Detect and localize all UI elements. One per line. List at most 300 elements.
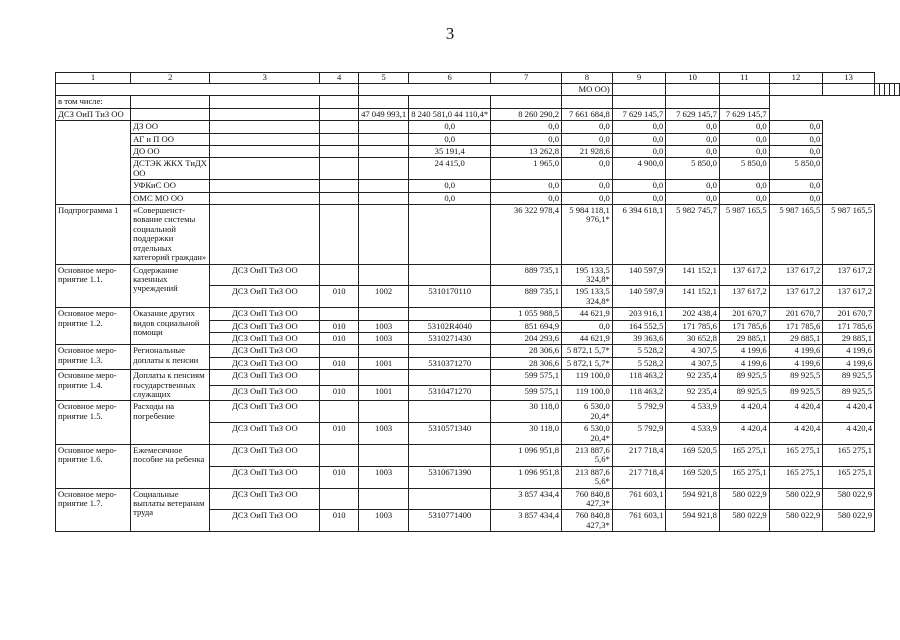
value-cell: 29 885,1 [769, 332, 823, 344]
value-cell: 4 420,4 [769, 423, 823, 445]
row-code-cell: ДСЗ ОиП ТиЗ ОО [56, 108, 131, 120]
section-code-cell: 1003 [359, 332, 409, 344]
value-cell: 760 840,8 427,3* [562, 488, 613, 510]
target-article-cell: 53102R4040 [409, 320, 491, 332]
table-row [56, 192, 900, 204]
grbs-code-cell [320, 158, 359, 180]
value-cell: 118 463,2 [612, 385, 666, 401]
row-code-cell: Основное меро-приятие 1.7. [56, 488, 131, 532]
value-cell: 5 528,2 [612, 357, 666, 369]
value-cell: 7 629 145,7 [719, 108, 769, 120]
section-code-cell [359, 264, 409, 286]
table-row [56, 158, 900, 180]
value-cell: 0,0 [562, 133, 613, 145]
value-cell: 580 022,9 [769, 488, 823, 510]
value-cell: 599 575,1 [491, 385, 562, 401]
section-code-cell: 47 049 993,1 [359, 108, 409, 120]
section-code-cell [359, 192, 409, 204]
value-cell: 0,0 [562, 158, 613, 180]
value-cell [612, 96, 666, 108]
target-article-cell: 5310371270 [409, 357, 491, 369]
value-cell: 4 420,4 [769, 401, 823, 423]
value-cell: 204 293,6 [491, 332, 562, 344]
value-cell: 165 275,1 [769, 445, 823, 467]
target-article-cell [409, 445, 491, 467]
target-article-cell: 0,0 [409, 192, 491, 204]
value-cell: 201 670,7 [719, 308, 769, 320]
target-article-cell [409, 205, 491, 264]
grbs-code-cell: 010 [320, 423, 359, 445]
grbs-code-cell [320, 96, 359, 108]
table-row [56, 121, 900, 133]
value-cell: 6 530,0 20,4* [562, 423, 613, 445]
value-cell: 5 872,1 5,7* [562, 357, 613, 369]
value-cell: 44 621,9 [562, 308, 613, 320]
section-code-cell [359, 308, 409, 320]
executor-cell: ДСЗ ОиП ТиЗ ОО [210, 510, 320, 532]
value-cell: 89 925,5 [719, 385, 769, 401]
value-cell: 4 420,4 [823, 401, 875, 423]
value-cell: 30 652,8 [666, 332, 720, 344]
value-cell: 195 133,5 324,8* [562, 264, 613, 286]
target-article-cell: 0,0 [409, 121, 491, 133]
value-cell: 580 022,9 [823, 510, 875, 532]
value-cell: 0,0 [612, 146, 666, 158]
grbs-code-cell [320, 121, 359, 133]
executor-cell [210, 108, 320, 120]
value-cell: 169 520,5 [666, 445, 720, 467]
value-cell: 171 785,6 [823, 320, 875, 332]
value-cell: 141 152,1 [666, 286, 720, 308]
column-number: 2 [131, 73, 210, 84]
row-code-cell: Подпрограмма 1 [56, 205, 131, 264]
table-row [56, 133, 900, 145]
value-cell: 137 617,2 [823, 286, 875, 308]
value-cell: 4 199,6 [823, 357, 875, 369]
executor-cell: ДСЗ ОиП ТиЗ ОО [210, 370, 320, 386]
row-code-cell: в том числе: [56, 96, 131, 108]
value-cell: 165 275,1 [719, 466, 769, 488]
value-cell: 29 885,1 [719, 332, 769, 344]
value-cell [491, 96, 562, 108]
value-cell: 30 118,0 [491, 423, 562, 445]
value-cell: 7 661 684,8 [562, 108, 613, 120]
value-cell: 1 965,0 [491, 158, 562, 180]
executor-cell: ДСЗ ОиП ТиЗ ОО [210, 320, 320, 332]
value-cell: 4 199,6 [719, 357, 769, 369]
value-cell: 44 621,9 [562, 332, 613, 344]
target-article-cell: 5310571340 [409, 423, 491, 445]
value-cell: 0,0 [562, 192, 613, 204]
value-cell [666, 84, 720, 96]
value-cell: 761 603,1 [612, 510, 666, 532]
value-cell: 0,0 [769, 146, 823, 158]
value-cell [666, 96, 720, 108]
value-cell: 761 603,1 [612, 488, 666, 510]
table-row [56, 308, 900, 320]
value-cell: 599 575,1 [491, 370, 562, 386]
section-code-cell [359, 96, 409, 108]
row-name-cell: «Совершенст-вование системы социальной поддержки отдельных категорий граждан» [131, 205, 210, 264]
table-row [56, 146, 900, 158]
value-cell: 4 900,0 [612, 158, 666, 180]
value-cell: 92 235,4 [666, 385, 720, 401]
value-cell: 0,0 [612, 133, 666, 145]
row-name-cell: Оказание других видов социальной помощи [131, 308, 210, 345]
target-article-cell [409, 96, 491, 108]
row-name-cell [131, 108, 210, 120]
value-cell [562, 96, 613, 108]
value-cell: 119 100,0 [562, 385, 613, 401]
value-cell: 760 840,8 427,3* [562, 510, 613, 532]
value-cell: 5 987 165,5 [719, 205, 769, 264]
value-cell: 0,0 [769, 180, 823, 192]
column-number: 13 [823, 73, 875, 84]
value-cell: 889 735,1 [491, 264, 562, 286]
value-cell: 0,0 [666, 180, 720, 192]
value-cell: 202 438,4 [666, 308, 720, 320]
value-cell: 5 987 165,5 [769, 205, 823, 264]
value-cell: 0,0 [719, 180, 769, 192]
header-row [56, 73, 900, 84]
executor-cell: ДСЗ ОиП ТиЗ ОО [210, 401, 320, 423]
value-cell: 4 420,4 [823, 423, 875, 445]
value-cell: 137 617,2 [769, 286, 823, 308]
value-cell: 8 260 290,2 [491, 108, 562, 120]
row-name-cell: Региональные доплаты к пенсии [131, 345, 210, 370]
value-cell: 4 420,4 [719, 401, 769, 423]
row-name-cell: ОМС МО ОО [131, 192, 210, 204]
value-cell: 4 307,5 [666, 345, 720, 357]
value-cell: 5 792,9 [612, 423, 666, 445]
value-cell: 1 096 951,8 [491, 445, 562, 467]
value-cell: 165 275,1 [823, 445, 875, 467]
value-cell [719, 84, 769, 96]
value-cell: 5 528,2 [612, 345, 666, 357]
row-code-cell [56, 84, 359, 96]
row-name-cell: УФКиС ОО [131, 180, 210, 192]
column-number: 8 [562, 73, 613, 84]
value-cell: 5 850,0 [769, 158, 823, 180]
target-article-cell: 0,0 [409, 180, 491, 192]
budget-table [55, 72, 900, 532]
table-row [56, 96, 900, 108]
value-cell: 13 262,8 [491, 146, 562, 158]
value-cell: 0,0 [769, 192, 823, 204]
section-code-cell: 1003 [359, 423, 409, 445]
target-article-cell [409, 401, 491, 423]
executor-cell [210, 180, 320, 192]
value-cell: 89 925,5 [719, 370, 769, 386]
value-cell: 30 118,0 [491, 401, 562, 423]
executor-cell: ДСЗ ОиП ТиЗ ОО [210, 345, 320, 357]
value-cell: 580 022,9 [823, 488, 875, 510]
row-code-cell: Основное меро-приятие 1.6. [56, 445, 131, 489]
value-cell: 5 792,9 [612, 401, 666, 423]
target-article-cell: 5310271430 [409, 332, 491, 344]
value-cell: 580 022,9 [769, 510, 823, 532]
value-cell: 4 199,6 [769, 345, 823, 357]
value-cell: 140 597,9 [612, 264, 666, 286]
row-name-cell: ДЗ ОО [131, 121, 210, 133]
value-cell [719, 96, 769, 108]
target-article-cell: 5310170110 [409, 286, 491, 308]
value-cell: 0,0 [719, 121, 769, 133]
target-article-cell [409, 264, 491, 286]
executor-cell: ДСЗ ОиП ТиЗ ОО [210, 332, 320, 344]
value-cell: 137 617,2 [719, 286, 769, 308]
table-row [56, 84, 900, 96]
column-number: 3 [210, 73, 320, 84]
section-code-cell [359, 370, 409, 386]
value-cell: 21 928,6 [562, 146, 613, 158]
value-cell: 92 235,4 [666, 370, 720, 386]
row-name-cell: ДО ОО [131, 146, 210, 158]
row-code-cell: Основное меро-приятие 1.1. [56, 264, 131, 308]
target-article-cell: 5310671390 [409, 466, 491, 488]
value-cell: 0,0 [719, 133, 769, 145]
value-cell: 39 363,6 [612, 332, 666, 344]
value-cell: 213 887,6 5,6* [562, 466, 613, 488]
grbs-code-cell [320, 146, 359, 158]
grbs-code-cell [320, 370, 359, 386]
column-number: 11 [719, 73, 769, 84]
value-cell [612, 84, 666, 96]
executor-cell [210, 205, 320, 264]
value-cell: 165 275,1 [719, 445, 769, 467]
executor-cell [210, 133, 320, 145]
row-code-cell: Основное меро-приятие 1.3. [56, 345, 131, 370]
executor-cell: ДСЗ ОиП ТиЗ ОО [210, 264, 320, 286]
executor-cell: ДСЗ ОиП ТиЗ ОО [210, 466, 320, 488]
table-row [56, 345, 900, 357]
grbs-code-cell [320, 264, 359, 286]
value-cell: 171 785,6 [666, 320, 720, 332]
value-cell [769, 84, 823, 96]
grbs-code-cell [320, 108, 359, 120]
undefined-cell [895, 84, 900, 96]
section-code-cell: 1001 [359, 385, 409, 401]
section-code-cell: 1001 [359, 357, 409, 369]
row-name-cell: АГ и П ОО [131, 133, 210, 145]
value-cell: 594 921,8 [666, 510, 720, 532]
value-cell: 7 629 145,7 [666, 108, 720, 120]
value-cell: 594 921,8 [666, 488, 720, 510]
value-cell: 6 530,0 20,4* [562, 401, 613, 423]
value-cell: 89 925,5 [769, 385, 823, 401]
target-article-cell: 5310771400 [409, 510, 491, 532]
column-number: 5 [359, 73, 409, 84]
value-cell: 164 552,5 [612, 320, 666, 332]
column-number: 4 [320, 73, 359, 84]
executor-cell [210, 158, 320, 180]
value-cell: 5 982 745,7 [666, 205, 720, 264]
page-number: 3 [445, 24, 455, 43]
value-cell: 0,0 [666, 192, 720, 204]
grbs-code-cell [320, 488, 359, 510]
value-cell: 0,0 [612, 180, 666, 192]
grbs-code-cell [320, 445, 359, 467]
executor-cell: ДСЗ ОиП ТиЗ ОО [210, 385, 320, 401]
table-row [56, 401, 900, 423]
value-cell: 3 857 434,4 [491, 488, 562, 510]
value-cell: МО ОО) [562, 84, 613, 96]
target-article-cell: 5310471270 [409, 385, 491, 401]
value-cell: 4 199,6 [719, 345, 769, 357]
value-cell: 36 322 978,4 [491, 205, 562, 264]
value-cell: 5 850,0 [719, 158, 769, 180]
value-cell: 0,0 [491, 180, 562, 192]
grbs-code-cell: 010 [320, 466, 359, 488]
table-row [56, 180, 900, 192]
section-code-cell [359, 401, 409, 423]
value-cell: 0,0 [769, 133, 823, 145]
value-cell: 89 925,5 [823, 370, 875, 386]
grbs-code-cell [320, 180, 359, 192]
value-cell: 201 670,7 [823, 308, 875, 320]
grbs-code-cell [320, 205, 359, 264]
value-cell: 203 916,1 [612, 308, 666, 320]
section-code-cell [359, 488, 409, 510]
value-cell: 5 850,0 [666, 158, 720, 180]
target-article-cell [409, 308, 491, 320]
target-article-cell: 24 415,0 [409, 158, 491, 180]
row-name-cell: Доплаты к пенсиям государственных служащих [131, 370, 210, 401]
row-code-cell: Основное меро-приятие 1.4. [56, 370, 131, 401]
value-cell: 141 152,1 [666, 264, 720, 286]
executor-cell: ДСЗ ОиП ТиЗ ОО [210, 308, 320, 320]
target-article-cell [409, 345, 491, 357]
grbs-code-cell [320, 192, 359, 204]
grbs-code-cell [320, 133, 359, 145]
executor-cell: ДСЗ ОиП ТиЗ ОО [210, 357, 320, 369]
table-row [56, 205, 900, 264]
value-cell: 137 617,2 [769, 264, 823, 286]
value-cell: 0,0 [491, 133, 562, 145]
grbs-code-cell [320, 308, 359, 320]
row-name-cell: Социальные выплаты ветеранам труда [131, 488, 210, 532]
column-number: 7 [491, 73, 562, 84]
value-cell: 580 022,9 [719, 510, 769, 532]
row-name-cell: Содержание казенных учреждений [131, 264, 210, 308]
executor-cell [210, 192, 320, 204]
value-cell: 0,0 [769, 121, 823, 133]
value-cell: 851 694,9 [491, 320, 562, 332]
value-cell: 28 306,6 [491, 357, 562, 369]
executor-cell [210, 146, 320, 158]
target-article-cell [409, 488, 491, 510]
value-cell: 6 394 618,1 [612, 205, 666, 264]
row-name-cell: Расходы на погребение [131, 401, 210, 445]
value-cell: 137 617,2 [823, 264, 875, 286]
value-cell: 0,0 [666, 133, 720, 145]
target-article-cell: 35 191,4 [409, 146, 491, 158]
row-name-cell [131, 96, 210, 108]
grbs-code-cell: 010 [320, 510, 359, 532]
value-cell: 4 307,5 [666, 357, 720, 369]
executor-cell [210, 96, 320, 108]
table-row [56, 370, 900, 386]
row-code-cell [56, 121, 131, 205]
value-cell: 213 887,6 5,6* [562, 445, 613, 467]
section-code-cell [359, 84, 562, 96]
value-cell: 217 718,4 [612, 466, 666, 488]
value-cell: 0,0 [666, 121, 720, 133]
value-cell: 171 785,6 [719, 320, 769, 332]
section-code-cell: 1002 [359, 286, 409, 308]
value-cell: 4 420,4 [719, 423, 769, 445]
column-number: 1 [56, 73, 131, 84]
grbs-code-cell: 010 [320, 332, 359, 344]
row-name-cell: ДСТЭК ЖКХ ТиДХ ОО [131, 158, 210, 180]
section-code-cell: 1003 [359, 510, 409, 532]
value-cell: 137 617,2 [719, 264, 769, 286]
target-article-cell: 0,0 [409, 133, 491, 145]
grbs-code-cell [320, 345, 359, 357]
value-cell: 140 597,9 [612, 286, 666, 308]
value-cell: 4 533,9 [666, 423, 720, 445]
grbs-code-cell [320, 401, 359, 423]
grbs-code-cell: 010 [320, 385, 359, 401]
value-cell: 201 670,7 [769, 308, 823, 320]
row-name-cell: Ежемесячное пособие на ребенка [131, 445, 210, 489]
value-cell: 0,0 [562, 121, 613, 133]
row-code-cell: Основное меро-приятие 1.2. [56, 308, 131, 345]
grbs-code-cell: 010 [320, 320, 359, 332]
value-cell: 89 925,5 [823, 385, 875, 401]
value-cell: 165 275,1 [823, 466, 875, 488]
value-cell: 0,0 [719, 146, 769, 158]
value-cell: 4 199,6 [769, 357, 823, 369]
target-article-cell [409, 370, 491, 386]
executor-cell: ДСЗ ОиП ТиЗ ОО [210, 286, 320, 308]
value-cell: 0,0 [612, 192, 666, 204]
value-cell [823, 84, 875, 96]
value-cell: 29 885,1 [823, 332, 875, 344]
value-cell: 217 718,4 [612, 445, 666, 467]
column-number: 6 [409, 73, 491, 84]
value-cell: 0,0 [612, 121, 666, 133]
value-cell: 0,0 [491, 121, 562, 133]
section-code-cell [359, 121, 409, 133]
value-cell: 171 785,6 [769, 320, 823, 332]
value-cell: 0,0 [719, 192, 769, 204]
value-cell: 195 133,5 324,8* [562, 286, 613, 308]
section-code-cell [359, 205, 409, 264]
value-cell: 4 533,9 [666, 401, 720, 423]
section-code-cell [359, 158, 409, 180]
table-row [56, 488, 900, 510]
executor-cell: ДСЗ ОиП ТиЗ ОО [210, 423, 320, 445]
value-cell: 5 984 118,1 976,1* [562, 205, 613, 264]
value-cell: 89 925,5 [769, 370, 823, 386]
value-cell: 1 055 988,5 [491, 308, 562, 320]
section-code-cell [359, 180, 409, 192]
column-number: 10 [666, 73, 720, 84]
value-cell: 580 022,9 [719, 488, 769, 510]
column-number: 9 [612, 73, 666, 84]
target-article-cell: 8 240 581,0 44 110,4* [409, 108, 491, 120]
value-cell: 169 520,5 [666, 466, 720, 488]
table-row [56, 108, 900, 120]
section-code-cell [359, 345, 409, 357]
value-cell: 4 199,6 [823, 345, 875, 357]
value-cell: 0,0 [562, 180, 613, 192]
value-cell: 889 735,1 [491, 286, 562, 308]
executor-cell: ДСЗ ОиП ТиЗ ОО [210, 445, 320, 467]
section-code-cell: 1003 [359, 320, 409, 332]
table-row [56, 264, 900, 286]
